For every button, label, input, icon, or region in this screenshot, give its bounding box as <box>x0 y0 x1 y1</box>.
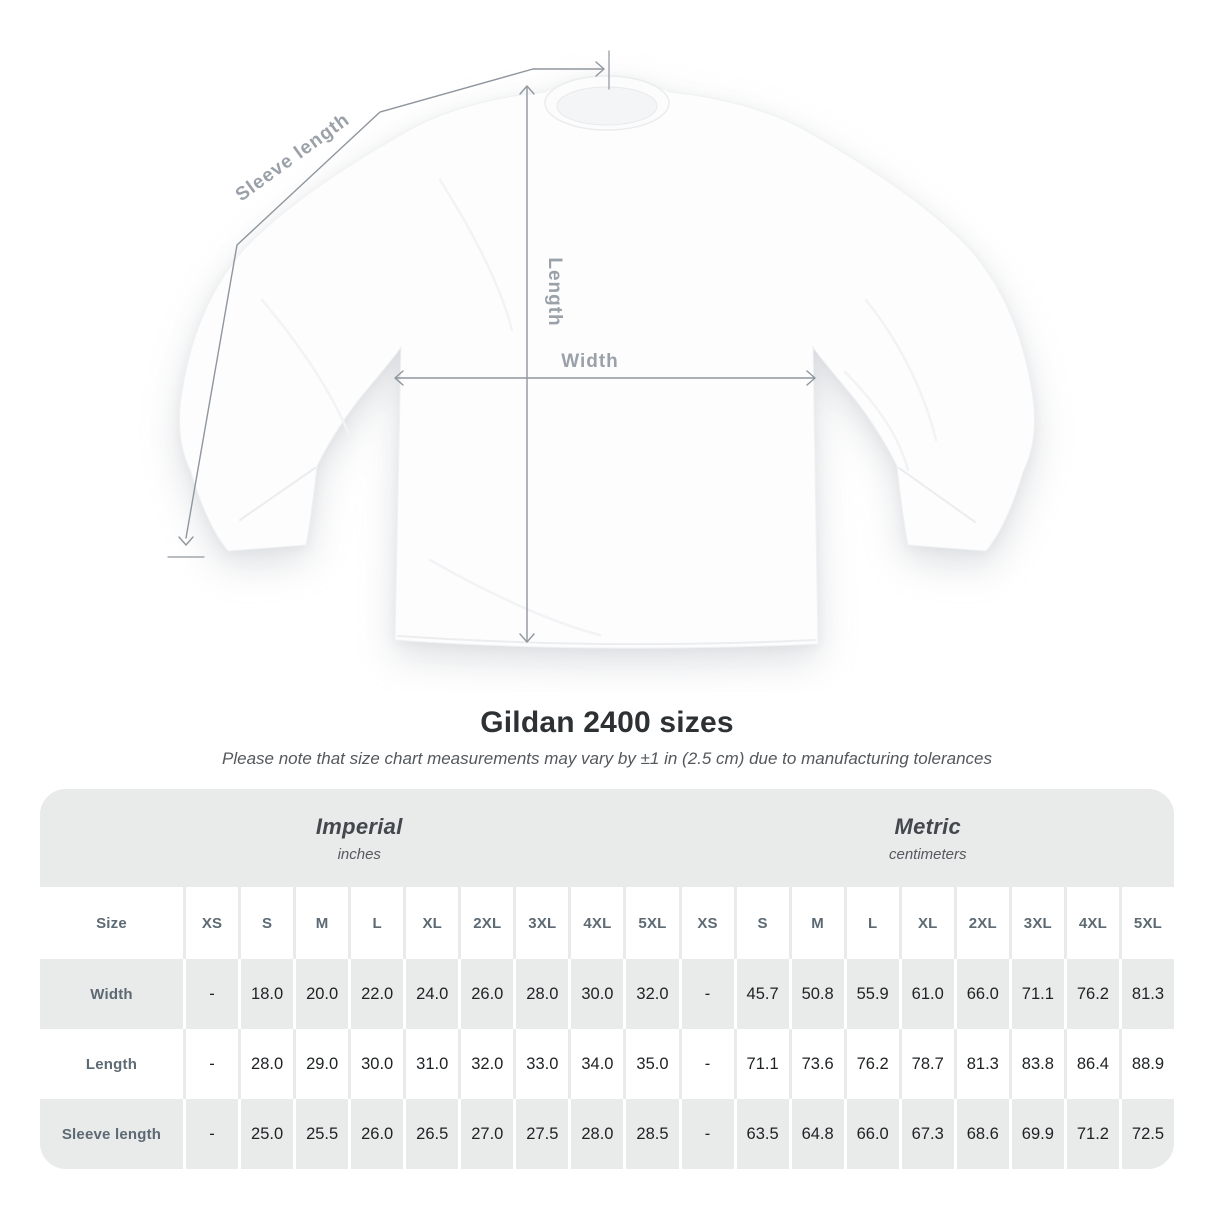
metric-value-cell: 88.9 <box>1122 1029 1174 1099</box>
imperial-value-cell: 32.0 <box>626 959 678 1029</box>
metric-value-cell: 72.5 <box>1122 1099 1174 1169</box>
metric-size-header: XS <box>682 887 734 959</box>
collar-opening <box>557 87 657 125</box>
row-label-cell: Length <box>40 1029 183 1099</box>
imperial-value-cell: 30.0 <box>351 1029 403 1099</box>
imperial-value-cell: 35.0 <box>626 1029 678 1099</box>
imperial-value-cell: - <box>186 959 238 1029</box>
page-subtitle: Please note that size chart measurements may vary by ±1 in (2.5 cm) due to manufacturing tolerances <box>222 749 992 768</box>
metric-value-cell: 76.2 <box>847 1029 899 1099</box>
imperial-value-cell: 28.0 <box>241 1029 293 1099</box>
size-column-header: Size <box>40 887 183 959</box>
imperial-size-header: 4XL <box>571 887 623 959</box>
imperial-value-cell: 27.0 <box>461 1099 513 1169</box>
metric-value-cell: 63.5 <box>737 1099 789 1169</box>
metric-size-header: 4XL <box>1067 887 1119 959</box>
metric-value-cell: 86.4 <box>1067 1029 1119 1099</box>
imperial-value-cell: 18.0 <box>241 959 293 1029</box>
imperial-value-cell: 20.0 <box>296 959 348 1029</box>
metric-value-cell: 66.0 <box>957 959 1009 1029</box>
length-label: Length <box>544 257 565 327</box>
row-label-cell: Width <box>40 959 183 1029</box>
metric-size-header: S <box>737 887 789 959</box>
unit-group-metric <box>682 789 1175 887</box>
imperial-value-cell: 26.0 <box>351 1099 403 1169</box>
imperial-unit: inches <box>337 845 381 863</box>
metric-value-cell: 55.9 <box>847 959 899 1029</box>
width-label: Width <box>561 351 619 372</box>
imperial-value-cell: 27.5 <box>516 1099 568 1169</box>
imperial-size-header: XL <box>406 887 458 959</box>
imperial-value-cell: 33.0 <box>516 1029 568 1099</box>
imperial-value-cell: 28.5 <box>626 1099 678 1169</box>
unit-group-imperial <box>40 789 679 887</box>
metric-unit: centimeters <box>888 845 967 863</box>
sleeve-length-label: Sleeve length <box>231 109 354 206</box>
measurement-row <box>40 1099 1174 1169</box>
imperial-value-cell: 30.0 <box>571 959 623 1029</box>
imperial-size-header: M <box>296 887 348 959</box>
imperial-value-cell: 24.0 <box>406 959 458 1029</box>
imperial-value-cell: 31.0 <box>406 1029 458 1099</box>
metric-value-cell: 81.3 <box>957 1029 1009 1099</box>
imperial-value-cell: 26.0 <box>461 959 513 1029</box>
measurement-row <box>40 1029 1174 1099</box>
metric-heading: Metric <box>894 813 962 839</box>
metric-value-cell: 71.2 <box>1067 1099 1119 1169</box>
imperial-value-cell: 28.0 <box>516 959 568 1029</box>
size-header-row <box>40 887 1174 959</box>
size-table <box>40 789 1174 1169</box>
imperial-value-cell: 34.0 <box>571 1029 623 1099</box>
row-label-cell: Sleeve length <box>40 1099 183 1169</box>
metric-size-header: 3XL <box>1012 887 1064 959</box>
metric-size-header: 2XL <box>957 887 1009 959</box>
imperial-size-header: 3XL <box>516 887 568 959</box>
imperial-value-cell: - <box>186 1099 238 1169</box>
metric-value-cell: 69.9 <box>1012 1099 1064 1169</box>
metric-value-cell: - <box>682 1029 734 1099</box>
metric-value-cell: - <box>682 1099 734 1169</box>
imperial-value-cell: 25.5 <box>296 1099 348 1169</box>
metric-value-cell: 50.8 <box>792 959 844 1029</box>
imperial-size-header: XS <box>186 887 238 959</box>
imperial-size-header: 2XL <box>461 887 513 959</box>
metric-value-cell: 71.1 <box>737 1029 789 1099</box>
imperial-value-cell: 32.0 <box>461 1029 513 1099</box>
metric-value-cell: 61.0 <box>902 959 954 1029</box>
metric-value-cell: 76.2 <box>1067 959 1119 1029</box>
metric-size-header: XL <box>902 887 954 959</box>
metric-value-cell: - <box>682 959 734 1029</box>
metric-value-cell: 81.3 <box>1122 959 1174 1029</box>
imperial-size-header: L <box>351 887 403 959</box>
metric-value-cell: 71.1 <box>1012 959 1064 1029</box>
metric-size-header: M <box>792 887 844 959</box>
imperial-value-cell: - <box>186 1029 238 1099</box>
metric-size-header: 5XL <box>1122 887 1174 959</box>
measurement-row <box>40 959 1174 1029</box>
imperial-value-cell: 29.0 <box>296 1029 348 1099</box>
imperial-value-cell: 26.5 <box>406 1099 458 1169</box>
imperial-value-cell: 22.0 <box>351 959 403 1029</box>
metric-value-cell: 73.6 <box>792 1029 844 1099</box>
imperial-heading: Imperial <box>315 813 403 839</box>
metric-value-cell: 78.7 <box>902 1029 954 1099</box>
imperial-value-cell: 28.0 <box>571 1099 623 1169</box>
imperial-value-cell: 25.0 <box>241 1099 293 1169</box>
metric-value-cell: 66.0 <box>847 1099 899 1169</box>
metric-value-cell: 68.6 <box>957 1099 1009 1169</box>
metric-size-header: L <box>847 887 899 959</box>
metric-value-cell: 67.3 <box>902 1099 954 1169</box>
metric-value-cell: 45.7 <box>737 959 789 1029</box>
imperial-size-header: S <box>241 887 293 959</box>
unit-header-row <box>40 789 1174 887</box>
page-title: Gildan 2400 sizes <box>480 706 734 739</box>
metric-value-cell: 83.8 <box>1012 1029 1064 1099</box>
size-table-rows <box>40 887 1174 1169</box>
imperial-size-header: 5XL <box>626 887 678 959</box>
metric-value-cell: 64.8 <box>792 1099 844 1169</box>
